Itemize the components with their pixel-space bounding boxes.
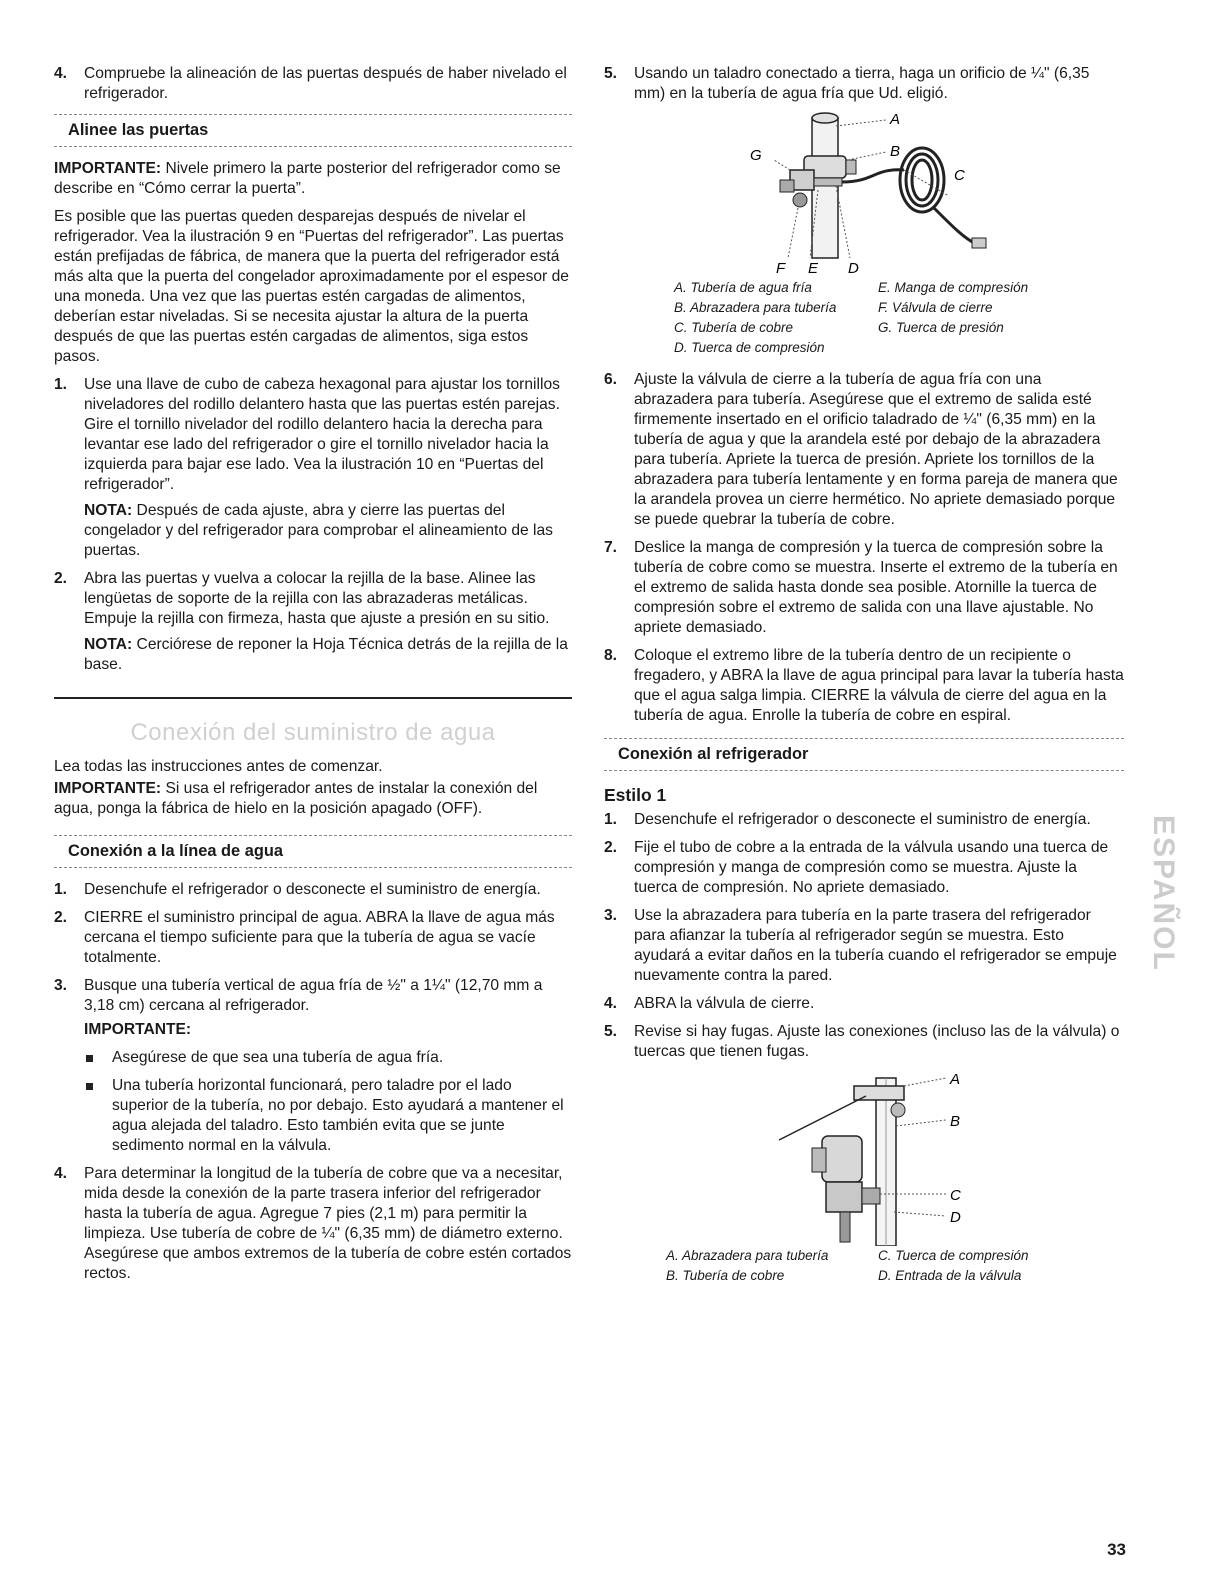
list-item: 2. Fije el tubo de cobre a la entrada de la válvula usando una tuerca de compresión y manga de compresión como se muestra. Ajuste la tuerca de compresión. No apriete demasiado. [604,839,1109,896]
list-item: 1. Use una llave de cubo de cabeza hexagonal para ajustar los tornillos niveladores del rodillo delantero hasta que las puertas estén parejas. Gire el tornillo nivelador del rodillo delantero hacia la derecha para levantar ese lado del refrigerador o gire el tornillo nivelador hacia la izquierda para bajar ese lado. Vea la ilustración 10 en “Puertas del refrigerador”. NOTA: Después de cada ajuste, abra y cierre las puertas del congelador y del refrigerador para comprobar el alineamiento de las puertas. [54,375,572,561]
shutoff-valve-illustration [604,108,1124,278]
page-number: 33 [1107,1540,1126,1559]
section-heading-fridge-connection: Conexión al refrigerador [604,738,1124,771]
list-item: 8. Coloque el extremo libre de la tubería dentro de un recipiente o fregadero, y ABRA la llave de agua principal para lavar la tubería hasta que el agua salga limpia. CIERRE la válvula de cierre del agua en la tubería de agua. Enrolle la tubería de cobre en espiral. [604,647,1124,724]
figure-label: F [776,260,786,277]
bullet-item: Una tubería horizontal funcionará, pero taladre por el lado superior de la tubería, no por debajo. Esto ayudará a mantener el agua alejada del taladro. Esto también evita que se junte sedimento normal en la válvula. [84,1076,572,1156]
list-item: 1. Desenchufe el refrigerador o desconecte el suministro de energía. [604,811,1091,828]
list-item: 4. Compruebe la alineación de las puertas después de haber nivelado el refrigerador. [54,65,567,102]
valve-inlet-figure [604,1070,1124,1246]
language-side-tab: ESPAÑOL [1147,815,1180,972]
section-heading-align-doors: Alinee las puertas [54,114,572,147]
right-column [604,64,1124,1286]
important-note: IMPORTANTE: Si usa el refrigerador antes de instalar la conexión del agua, ponga la fábrica de hielo en la posición apagado (OFF). [54,780,538,817]
figure-label: G [750,147,762,164]
figure-label: C [954,167,965,184]
figure-label: B [950,1113,961,1130]
list-item: 5. Usando un taladro conectado a tierra, haga un orificio de ¼" (6,35 mm) en la tubería de agua fría que Ud. eligió. [604,65,1090,102]
left-column [54,64,572,1292]
section-title-water-supply: Conexión del suministro de agua [54,697,572,747]
figure-label: A [890,111,901,128]
subheading-style: Estilo 1 [604,785,667,805]
list-item: 2. Abra las puertas y vuelva a colocar la rejilla de la base. Alinee las lengüetas de soporte de la rejilla con las abrazaderas metálicas. Empuje la rejilla con firmeza, hasta que ajuste a presión en su sitio. NOTA: Cerciórese de reponer la Hoja Técnica detrás de la rejilla de la base. [54,569,572,675]
note: NOTA: Después de cada ajuste, abra y cierre las puertas del congelador y del refrigerador para comprobar el alineamiento de las puertas. [84,502,553,559]
bullet-item: Asegúrese de que sea una tubería de agua fría. [84,1048,572,1068]
important-note: IMPORTANTE: Nivele primero la parte posterior del refrigerador como se describe en “Cómo cerrar la puerta”. [54,160,561,197]
figure-caption: A. Tubería de agua fría E. Manga de compresión B. Abrazadera para tubería F. Válvula de cierre C. Tubería de cobre G. Tuerca de presión D. Tuerca de compresión [674,280,1029,355]
list-item: 6. Ajuste la válvula de cierre a la tubería de agua fría con una abrazadera para tubería. Asegúrese que el extremo de salida esté firmemente insertado en el orificio taladrado de ¼" (6,35 mm) en la tubería de agua y que la arandela esté por debajo de la abrazadera para tubería. Apriete la tuerca de presión. Apriete los tornillos de la abrazadera para tubería lentamente y en forma pareja de manera que la arandela provea un cierre hermético. No apriete demasiado porque se puede quebrar la tubería de cobre. [604,371,1118,528]
figure-label: B [890,143,901,160]
list-item: 2. CIERRE el suministro principal de agua. ABRA la llave de agua más cercana el tiempo suficiente para que la tubería de agua se vacíe totalmente. [54,909,555,966]
section-heading-water-line: Conexión a la línea de agua [54,835,572,868]
figure-label: D [950,1209,961,1226]
list-item: 3. Use la abrazadera para tubería en la parte trasera del refrigerador para afianzar la tubería al refrigerador según se muestra. Esto ayudará a evitar daños en la tubería cuando el refrigerador se empuje nuevamente contra la pared. [604,907,1117,984]
list-item: 5. Revise si hay fugas. Ajuste las conexiones (incluso las de la válvula) o tuercas que tienen fugas. [604,1023,1120,1060]
list-item: 4. ABRA la válvula de cierre. [604,995,815,1012]
note: NOTA: Cerciórese de reponer la Hoja Técnica detrás de la rejilla de la base. [84,636,568,673]
paragraph: Es posible que las puertas queden desparejas después de nivelar el refrigerador. Vea la ilustración 9 en “Puertas del refrigerador”. Las puertas están prefijadas de fábrica, de manera que la puerta del refrigerador está más alta que la puerta del congelador aproximadamente por el espesor de una moneda. Una vez que las puertas estén cargadas de alimentos, deberían estar niveladas. Si se necesita ajustar la altura de la puerta después de que las puertas estén cargadas de alimentos, siga estos pasos. [54,208,569,365]
paragraph: Lea todas las instrucciones antes de comenzar. [54,758,383,775]
figure-label: A [950,1071,961,1088]
list-item: 3. Busque una tubería vertical de agua fría de ½" a 1¼" (12,70 mm a 3,18 cm) cercana al refrigerador. IMPORTANTE: Asegúrese de que sea una tubería de agua fría. Una tubería horizontal funcionará, pero taladre por el lado superior de la tubería, no por debajo. Esto ayudará a mantener el agua alejada del taladro. Esto también evita que se junte sedimento normal en la válvula. [54,976,572,1156]
valve-inlet-illustration [604,1070,1124,1246]
list-item: 7. Deslice la manga de compresión y la tuerca de compresión sobre la tubería de cobre como se muestra. Inserte el extremo de la tubería en el extremo de salida hasta donde sea posible. Atornille la tuerca de compresión sobre el extremo de salida con una llave ajustable. No apriete demasiado. [604,539,1118,636]
figure-label: D [848,260,859,277]
figure-label: E [808,260,819,277]
shutoff-valve-figure [604,108,1124,278]
figure-label: C [950,1187,961,1204]
figure-caption: A. Abrazadera para tubería C. Tuerca de compresión B. Tubería de cobre D. Entrada de la válvula [666,1248,1029,1283]
list-item: 1. Desenchufe el refrigerador o desconecte el suministro de energía. [54,881,541,898]
list-item: 4. Para determinar la longitud de la tubería de cobre que va a necesitar, mida desde la conexión de la parte trasera inferior del refrigerador hasta la tubería de agua. Agregue 7 pies (2,1 m) para permitir la limpieza. Use tubería de cobre de ¼" (6,35 mm) de diámetro externo. Asegúrese que ambos extremos de la tubería de cobre estén cortados rectos. [54,1165,572,1282]
bullet-icon [86,1055,93,1062]
bullet-icon [86,1083,93,1090]
